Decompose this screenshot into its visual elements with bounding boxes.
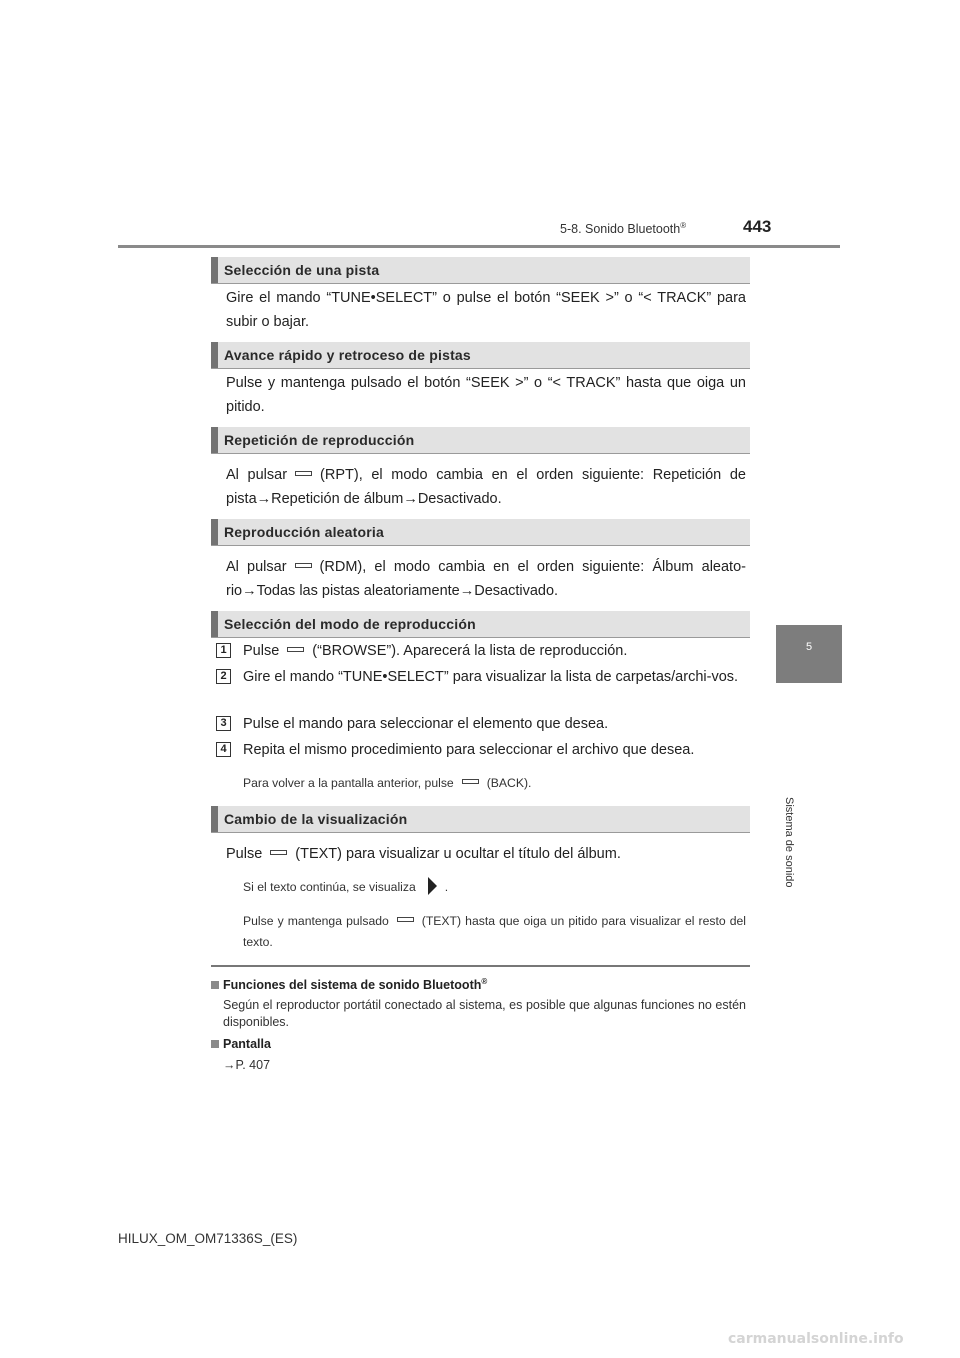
button-icon — [397, 917, 414, 922]
watermark: carmanualsonline.info — [728, 1331, 904, 1347]
button-icon — [295, 563, 312, 568]
section-heading-mode — [211, 611, 750, 638]
note-heading-functions — [211, 977, 487, 992]
step-number: 1 — [216, 643, 231, 658]
button-icon — [287, 647, 304, 652]
mode-note — [243, 773, 746, 794]
ffrew-text: Pulse y mantenga pulsado el botón “SEEK >” o “< TRACK” hasta que oiga un pitido. — [226, 375, 746, 415]
section-heading-display — [211, 806, 750, 833]
notes-rule — [211, 965, 750, 967]
page-number: 443 — [743, 217, 772, 236]
step-number: 3 — [216, 716, 231, 731]
button-icon — [295, 471, 312, 476]
heading-bar — [211, 806, 218, 832]
step-text-a: Pulse — [243, 643, 280, 659]
display-note-1-a: Si el texto continúa, se visualiza — [243, 880, 416, 894]
heading-bar — [211, 427, 218, 453]
step-number: 2 — [216, 669, 231, 684]
display-note-1 — [243, 877, 746, 898]
heading-text: Repetición de reproducción — [224, 432, 415, 448]
display-note-2 — [243, 911, 746, 953]
section-title-text: 5-8. Sonido Bluetooth — [560, 222, 681, 237]
step-text: Pulse el mando para seleccionar el elemento que desea. — [243, 716, 609, 732]
heading-bar — [211, 519, 218, 545]
bullet-square-icon — [211, 981, 219, 989]
chapter-label: Sistema de sonido — [783, 797, 795, 888]
random-text — [226, 555, 746, 603]
display-note-2-a: Pulse y mantenga pulsado — [243, 914, 389, 928]
document-code: HILUX_OM_OM71336S_(ES) — [118, 1231, 298, 1246]
heading-text: Cambio de la visualización — [224, 811, 408, 827]
button-icon — [270, 850, 287, 855]
section-heading-repeat — [211, 427, 750, 454]
bullet-square-icon — [211, 1040, 219, 1048]
note-heading-text: Pantalla — [223, 1037, 271, 1051]
repeat-text — [226, 463, 746, 511]
mode-note-b: (BACK). — [486, 776, 532, 790]
header-rule — [118, 245, 840, 248]
display-text — [226, 842, 746, 866]
track-text: Gire el mando “TUNE•SELECT” o pulse el botón “SEEK >” o “< TRACK” para subir o bajar. — [226, 290, 746, 330]
section-heading-ffrew — [211, 342, 750, 369]
heading-text: Selección de una pista — [224, 262, 380, 278]
chapter-tab: 5 — [776, 625, 842, 683]
note-functions-text: Según el reproductor portátil conectado al sistema, es posible que algunas funciones no estén disponibles. — [223, 998, 746, 1029]
section-heading-track — [211, 257, 750, 284]
random-text-b: (RDM), el modo cambia en el orden siguiente: Álbum aleato-rio→Todas las pistas aleatoriamente→Desactivado. — [226, 559, 746, 599]
display-note-2-b: (TEXT) hasta que oiga un pitido para visualizar el resto del texto. — [243, 914, 747, 949]
note-heading-text: Funciones del sistema de sonido Bluetooth — [223, 978, 482, 993]
registered-mark: ® — [680, 221, 687, 230]
heading-text: Reproducción aleatoria — [224, 524, 384, 540]
repeat-text-b: (RPT), el modo cambia en el orden siguiente: Repetición de pista→Repetición de álbum→Desactivado. — [226, 467, 746, 507]
note-screen-ref: →P. 407 — [223, 1058, 271, 1072]
heading-bar — [211, 342, 218, 368]
continue-arrow-icon — [428, 877, 437, 895]
heading-bar — [211, 611, 218, 637]
repeat-text-a: Al pulsar — [226, 467, 288, 483]
section-heading-random — [211, 519, 750, 546]
display-note-1-b: . — [444, 880, 449, 894]
heading-text: Selección del modo de reproducción — [224, 616, 476, 632]
heading-text: Avance rápido y retroceso de pistas — [224, 347, 471, 363]
step-text: Repita el mismo procedimiento para seleccionar el archivo que desea. — [243, 742, 695, 758]
display-text-b: (TEXT) para visualizar u ocultar el título del álbum. — [295, 846, 621, 862]
heading-bar — [211, 257, 218, 283]
step-text-b: (“BROWSE”). Aparecerá la lista de reproducción. — [312, 643, 628, 659]
mode-note-a: Para volver a la pantalla anterior, pulse — [243, 776, 454, 790]
step-number: 4 — [216, 742, 231, 757]
note-heading-screen — [211, 1037, 271, 1051]
section-title — [560, 221, 686, 236]
random-text-a: Al pulsar — [226, 559, 287, 575]
button-icon — [462, 779, 479, 784]
step-text: Gire el mando “TUNE•SELECT” para visualizar la lista de carpetas/archi-vos. — [243, 669, 739, 685]
registered-mark: ® — [481, 977, 488, 986]
display-text-a: Pulse — [226, 846, 263, 862]
step-text — [243, 639, 746, 663]
